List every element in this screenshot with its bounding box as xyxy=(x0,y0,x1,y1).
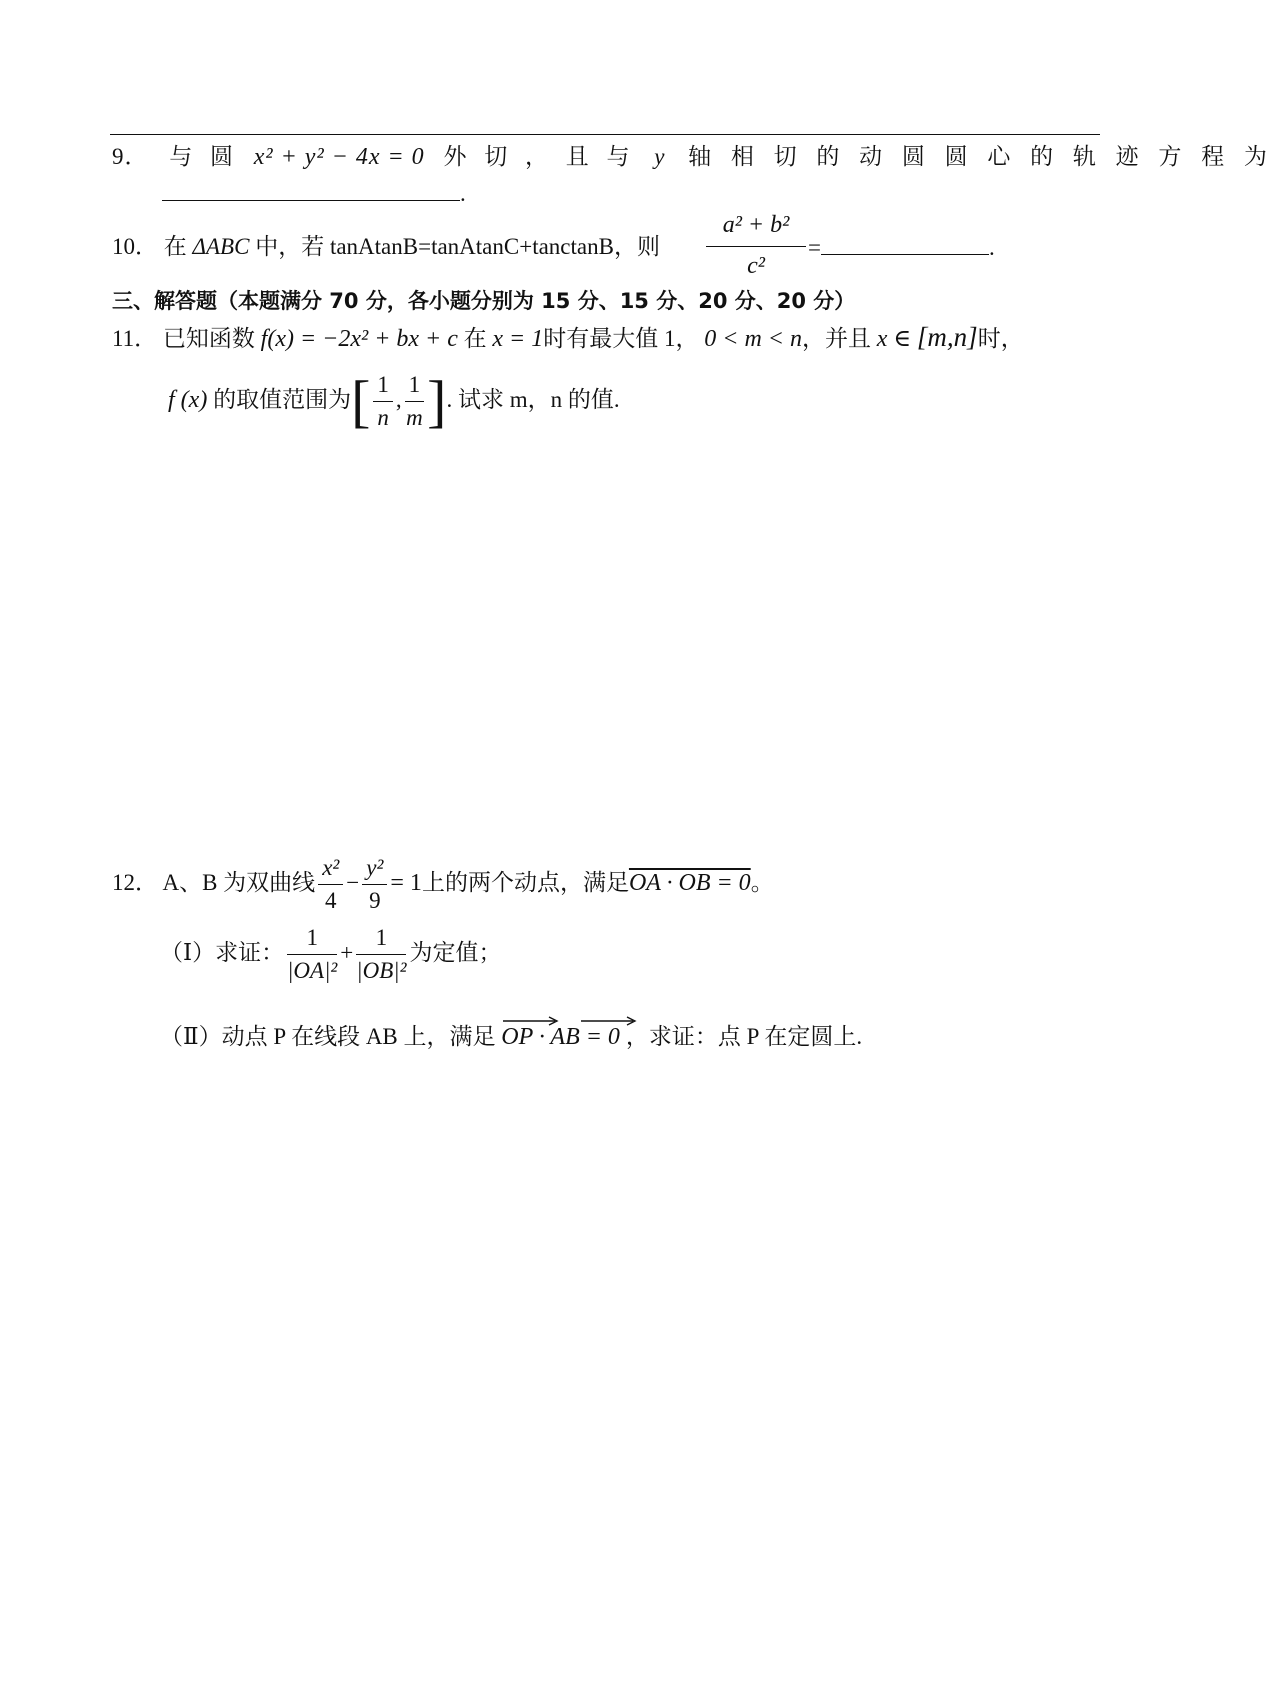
question-10-equals: = xyxy=(808,235,821,260)
part-1-denominator-ob: |OB|² xyxy=(356,958,407,984)
question-9-circle-equation: x² + y² − 4x = 0 xyxy=(253,144,425,170)
part-2-label: （Ⅱ）动点 P 在线段 AB 上，满足 xyxy=(160,1024,496,1049)
hyperbola-equals-one: = 1 xyxy=(390,870,422,896)
question-10-answer xyxy=(808,232,995,263)
question-9-var-y: y xyxy=(654,144,666,169)
question-10-number: 10． xyxy=(112,234,158,259)
question-10-answer-blank xyxy=(821,232,989,255)
question-11-number: 11． xyxy=(112,326,158,351)
hyperbola-minus: − xyxy=(346,870,360,895)
question-11-text-a: 已知函数 xyxy=(162,326,255,351)
range-m-numerator: 1 xyxy=(405,369,425,402)
question-10-fraction xyxy=(706,210,806,281)
question-11-interval-lhs: x ∈ xyxy=(876,326,912,352)
hyperbola-x-numerator: x² xyxy=(318,852,343,885)
question-9-text-b: 外 切 ， 且 与 xyxy=(443,144,636,169)
question-11-text-d: ，并且 xyxy=(802,326,871,351)
part-2-condition-text: OP · AB = 0 xyxy=(501,1024,620,1050)
part-1-label: （Ⅰ）求证： xyxy=(160,940,285,965)
question-12-part-2 xyxy=(160,1022,862,1052)
left-bracket: [ xyxy=(351,368,371,434)
question-12-text-b: 上的两个动点，满足 xyxy=(421,870,629,895)
range-n-numerator: 1 xyxy=(373,369,393,402)
question-12-condition: OA · OB = 0 xyxy=(628,870,751,896)
question-10-text-b: 中，若 xyxy=(255,234,325,259)
range-n-denominator: n xyxy=(377,405,389,431)
question-9-number: 9． xyxy=(112,144,149,169)
question-10-line xyxy=(112,232,660,262)
vector-arrow-op-icon xyxy=(501,1016,561,1026)
question-11-inequality: 0 < m < n xyxy=(704,326,802,352)
range-comma: , xyxy=(395,387,402,412)
range-m-denominator: m xyxy=(406,405,423,431)
question-11-fx: f (x) xyxy=(168,387,208,413)
question-11-condition-x: x = 1 xyxy=(492,326,544,352)
question-11-range-fraction-n xyxy=(373,369,393,434)
part-1-fraction-oa xyxy=(287,922,337,987)
hyperbola-x-denominator: 4 xyxy=(324,888,337,914)
question-9-text-a: 与 圆 xyxy=(169,144,239,169)
hyperbola-y-numerator: y² xyxy=(362,852,387,885)
question-10-condition: tanAtanB=tanAtanC+tanctanB xyxy=(329,234,614,259)
question-10-fraction-numerator: a² + b² xyxy=(706,210,806,247)
hyperbola-y-denominator: 9 xyxy=(369,888,381,914)
question-11-text-c: 时有最大值 1， xyxy=(543,326,699,351)
hyperbola-fraction-y xyxy=(362,852,387,917)
header-rule xyxy=(110,134,1100,135)
question-9-text-c: 轴 相 切 的 动 圆 圆 心 的 轨 迹 方 程 为 xyxy=(688,144,1274,169)
question-12-line-1 xyxy=(112,848,774,918)
question-11-tail: . 试求 m，n 的值. xyxy=(446,387,620,412)
question-11-line-2 xyxy=(168,365,620,435)
part-1-denominator-oa: |OA|² xyxy=(287,958,338,984)
question-9-line-1 xyxy=(112,142,1274,172)
question-12-part-1 xyxy=(160,918,501,988)
part-2-tail: ，求证：点 P 在定圆上. xyxy=(625,1024,863,1049)
question-10-period: . xyxy=(988,235,995,260)
question-11-function: f(x) = −2x² + bx + c xyxy=(260,326,458,352)
part-1-numerator-2: 1 xyxy=(356,922,406,955)
vector-arrow-ab-icon xyxy=(579,1016,639,1026)
question-11-range-fraction-m xyxy=(405,369,425,434)
question-11-text-b: 在 xyxy=(463,326,487,351)
question-10-triangle: ΔABC xyxy=(192,234,250,259)
question-10-text-a: 在 xyxy=(163,234,187,259)
hyperbola-fraction-x xyxy=(318,852,343,917)
question-9-line-2 xyxy=(162,178,466,209)
section-3-heading: 三、解答题（本题满分 70 分，各小题分别为 15 分、15 分、20 分、20 分） xyxy=(112,289,856,313)
question-12-text-a: A、B 为双曲线 xyxy=(162,870,316,895)
right-bracket: ] xyxy=(427,368,447,434)
question-12-text-c: 。 xyxy=(750,870,774,895)
part-1-numerator-1: 1 xyxy=(287,922,337,955)
question-9-period: . xyxy=(460,181,466,206)
question-11-text-e: 时， xyxy=(977,326,1024,351)
question-11-interval: [m,n] xyxy=(916,322,978,352)
part-1-fraction-ob xyxy=(356,922,406,987)
question-10-text-c: ，则 xyxy=(613,234,660,259)
part-1-tail: 为定值； xyxy=(409,940,502,965)
question-9-answer-blank xyxy=(162,178,460,201)
question-10-fraction-denominator: c² xyxy=(747,253,765,279)
question-11-line-1 xyxy=(112,322,1024,354)
question-11-range-text: 的取值范围为 xyxy=(213,387,352,412)
part-1-plus: + xyxy=(340,940,354,965)
question-12-number: 12． xyxy=(112,870,158,895)
part-2-condition xyxy=(501,1024,626,1050)
